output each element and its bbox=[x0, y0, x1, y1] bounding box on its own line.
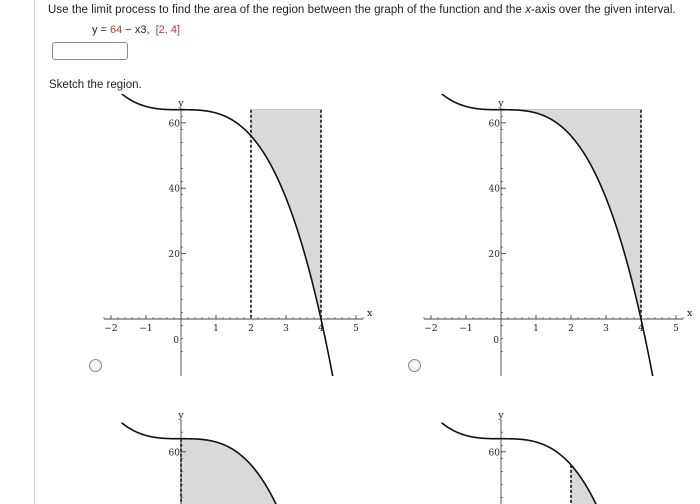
y-tick-label: 60 bbox=[168, 119, 180, 130]
x-tick-label: 4 bbox=[318, 324, 324, 334]
x-tick-label: 5 bbox=[353, 324, 359, 334]
sketch-region-label: Sketch the region. bbox=[49, 79, 142, 91]
y-tick-label: 20 bbox=[168, 250, 180, 261]
x-tick-label: 2 bbox=[248, 324, 254, 334]
x-tick-label: 2 bbox=[568, 324, 574, 334]
x-tick-label: 1 bbox=[533, 324, 539, 334]
x-tick-label: 5 bbox=[673, 324, 679, 334]
shaded-region bbox=[181, 439, 321, 504]
prompt-text-end: -axis over the given interval. bbox=[531, 4, 676, 16]
x-tick-label: −1 bbox=[139, 324, 153, 334]
y-tick-label: 40 bbox=[168, 184, 180, 195]
shaded-region bbox=[251, 110, 321, 319]
equation-interval: [2, 4] bbox=[155, 24, 181, 36]
radio-option-1[interactable] bbox=[89, 359, 102, 372]
equation-lhs: y = bbox=[92, 24, 111, 36]
equation-rest: − x3, bbox=[122, 24, 156, 36]
y-tick-label: 60 bbox=[168, 448, 180, 459]
y-tick-label: 20 bbox=[488, 250, 500, 261]
y-axis-label: y bbox=[178, 410, 184, 421]
graph-option-3 bbox=[100, 404, 390, 504]
x-tick-label: 0 bbox=[173, 336, 179, 346]
graph-option-1 bbox=[100, 94, 390, 376]
x-tick-label: −2 bbox=[424, 324, 438, 334]
shaded-region bbox=[571, 465, 641, 504]
x-tick-label: 4 bbox=[638, 324, 644, 334]
y-axis-label: y bbox=[178, 98, 184, 109]
y-axis-label: y bbox=[498, 410, 504, 421]
x-tick-label: 3 bbox=[603, 324, 609, 334]
equation-constant: 64 bbox=[110, 24, 123, 36]
prompt-x-variable: x bbox=[525, 4, 531, 16]
graph-option-2 bbox=[418, 94, 698, 376]
x-axis-label: x bbox=[367, 308, 373, 319]
x-tick-label: 0 bbox=[493, 336, 499, 346]
x-axis-label: x bbox=[687, 308, 693, 319]
x-tick-label: −2 bbox=[104, 324, 118, 334]
y-tick-label: 60 bbox=[488, 119, 500, 130]
x-tick-label: −1 bbox=[459, 324, 473, 334]
question-prompt bbox=[48, 4, 676, 16]
y-tick-label: 60 bbox=[488, 448, 500, 459]
prompt-text-start: Use the limit process to find the area of the region between the graph of the function and the bbox=[48, 4, 526, 16]
x-tick-label: 3 bbox=[283, 324, 289, 334]
y-tick-label: 40 bbox=[488, 184, 500, 195]
x-tick-label: 1 bbox=[213, 324, 219, 334]
function-equation bbox=[92, 24, 180, 36]
area-answer-input[interactable] bbox=[52, 42, 128, 60]
radio-option-2[interactable] bbox=[408, 359, 421, 372]
graph-option-4 bbox=[418, 404, 698, 504]
y-axis-label: y bbox=[498, 98, 504, 109]
shaded-region bbox=[501, 110, 641, 319]
left-margin-bar bbox=[0, 0, 35, 504]
